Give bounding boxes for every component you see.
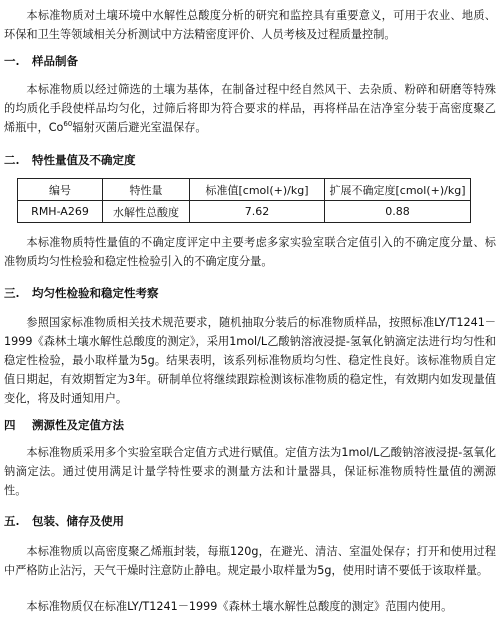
section5-title: 包装、储存及使用 (32, 514, 124, 528)
section5-last-paragraph: 本标准物质仅在标准LY/T1241－1999《森林土壤水解性总酸度的测定》范围内使用。 (26, 600, 453, 613)
section2-heading (4, 152, 136, 168)
intro-paragraph: 本标准物质对土壤环境中水解性总酸度分析的研究和监控具有重要意义，可用于农业、地质、环保和卫生等领域相关分析测试中方法精密度评价、人员考核及过程质量控制。 (4, 9, 496, 41)
property-value-table (17, 178, 471, 223)
section1-text-before: 本标准物质以经过筛选的土壤为基体，在制备过程中经自然风干、去杂质、粉碎和研磨等特殊的均质化手段使样品均匀化，过筛后将即为符合要求的样品，再将样品在洁净室分装于高密度聚乙烯瓶中，Co (4, 83, 496, 134)
section1-text-after: 辐射灭菌后避光室温保存。 (72, 121, 207, 134)
cell-standard-value: 7.62 (190, 201, 325, 223)
table-header-row (18, 179, 471, 201)
section3-number: 三. (4, 286, 20, 300)
section1-title: 样品制备 (32, 54, 78, 68)
header-standard-value: 标准值[cmol(+)/kg] (190, 179, 325, 201)
section2-note: 本标准物质特性量值的不确定度评定中主要考虑多家实验室联合定值引入的不确定度分量、标准物质均匀性检验和稳定性检验引入的不确定度分量。 (4, 236, 496, 268)
section1-number: 一. (4, 54, 20, 68)
table-row (18, 201, 471, 223)
cell-uncertainty: 0.88 (325, 201, 471, 223)
section4-number: 四 (4, 418, 16, 432)
section4-paragraph: 本标准物质采用多个实验室联合定值方式进行赋值。定值方法为1mol/L乙酸钠溶液浸提-氢氧化钠滴定法。通过使用满足计量学特性要求的测量方法和计量器具，保证标准物质特性量值的溯源性。 (4, 446, 496, 497)
header-uncertainty: 扩展不确定度[cmol(+)/kg] (325, 179, 471, 201)
section5-heading (4, 513, 124, 529)
section5-number: 五. (4, 514, 20, 528)
section3-paragraph: 参照国家标准物质相关技术规范要求，随机抽取分装后的标准物质样品，按照标准LY/T1241－1999《森林土壤水解性总酸度的测定》，采用1mol/L乙酸钠溶液浸提-氢氧化钠滴定法进行均匀性和稳定性检验，最小取样量为5g。结果表明，该系列标准物质均匀性、稳定性良好。该标准物质自定值日期起，有效期暂定为3年。研制单位将继续跟踪检测该标准物质的稳定性，有效期内如发现量值变化，将及时通知用户。 (4, 316, 496, 405)
section2-number: 二. (4, 153, 20, 167)
cell-code: RMH-A269 (18, 201, 103, 223)
cobalt-isotope-superscript: 60 (63, 120, 73, 128)
section4-heading (4, 417, 124, 433)
section3-heading (4, 285, 159, 301)
cell-property: 水解性总酸度 (103, 201, 190, 223)
section1-paragraph (4, 80, 496, 137)
section1-heading (4, 53, 78, 69)
section4-title: 溯源性及定值方法 (32, 418, 124, 432)
header-property: 特性量 (103, 179, 190, 201)
header-code: 编号 (18, 179, 103, 201)
section5-paragraph: 本标准物质以高密度聚乙烯瓶封装，每瓶120g，在避光、清洁、室温处保存；打开和使用过程中严格防止沾污，天气干燥时注意防止静电。规定最小取样量为5g，使用时请不要低于该取样量。 (4, 545, 496, 577)
section2-title: 特性量值及不确定度 (32, 153, 136, 167)
section3-title: 均匀性检验和稳定性考察 (32, 286, 159, 300)
